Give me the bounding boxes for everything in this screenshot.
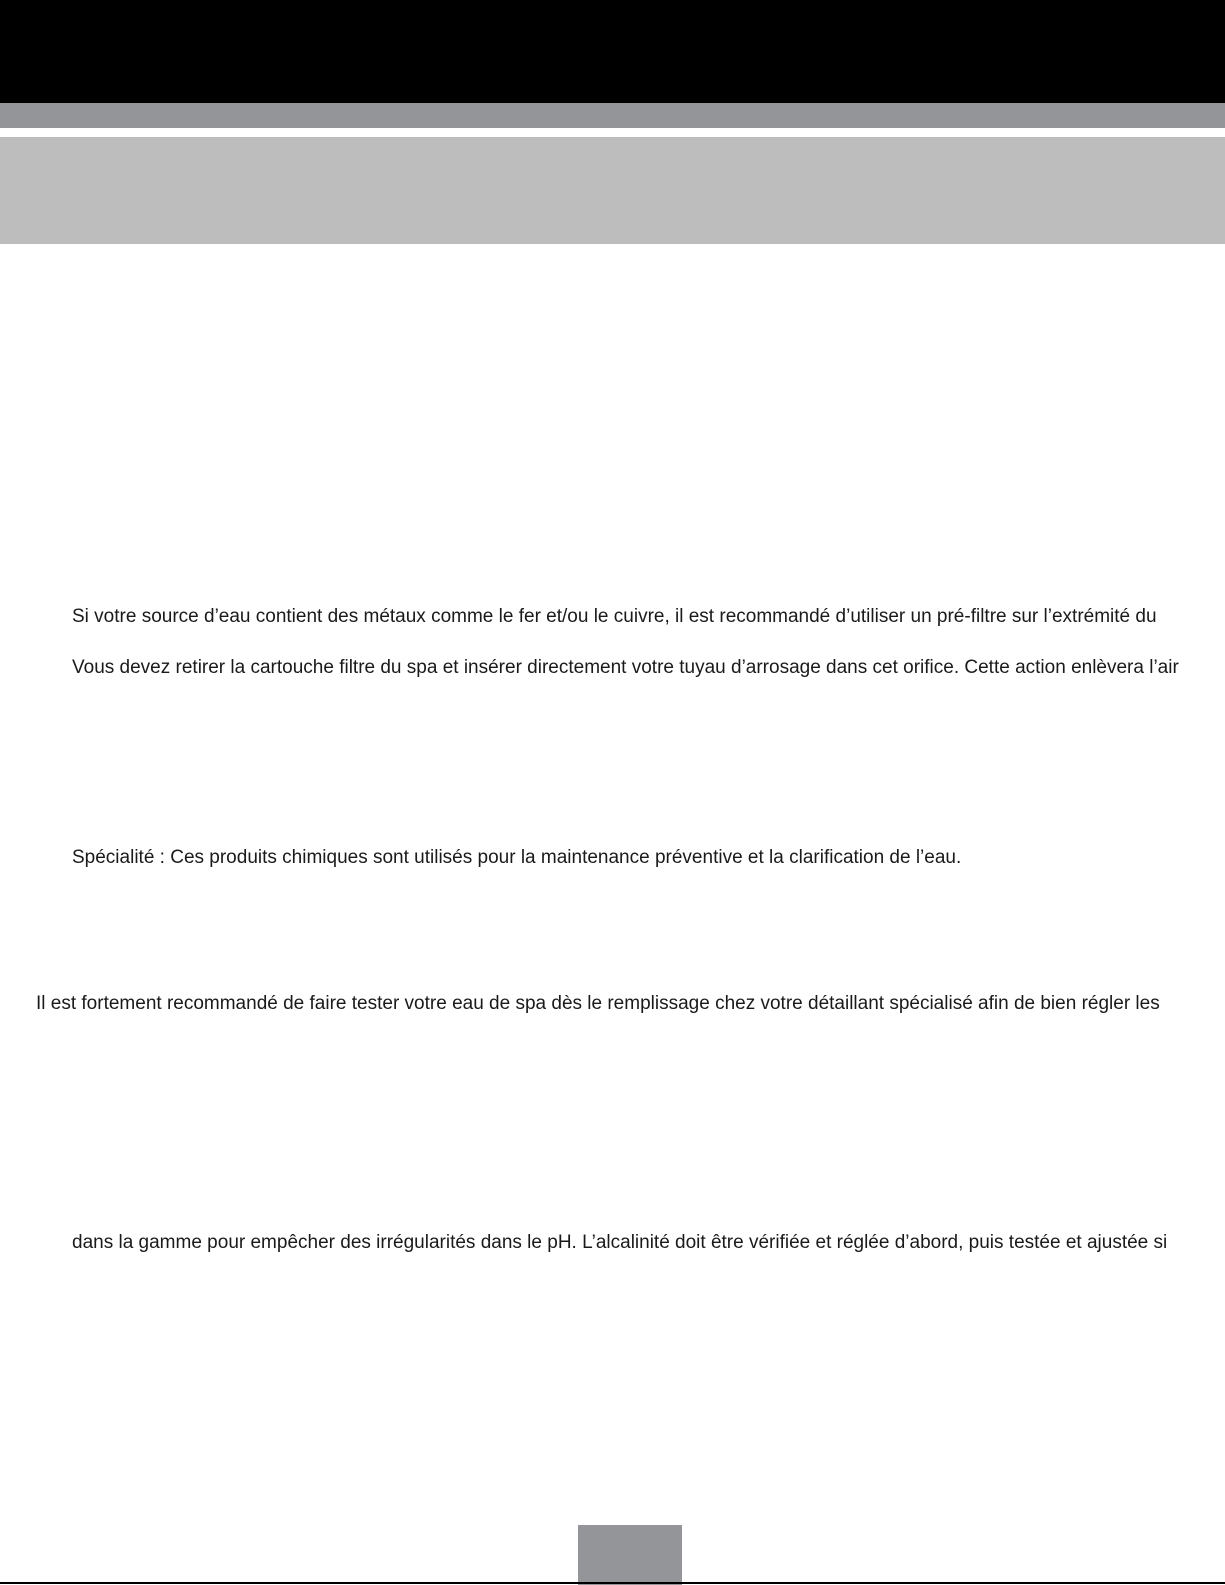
paragraph-line-cartridge: Vous devez retirer la cartouche filtre du spa et insérer directement votre tuyau d’arrosage dans cet orifice. Cette action enlèvera l’air xyxy=(72,657,1179,678)
paragraph-line-prefilter: Si votre source d’eau contient des métaux comme le fer et/ou le cuivre, il est recommandé d’utiliser un pré-filtre sur l’extrémité du xyxy=(72,606,1157,627)
paragraph-line-specialite: Spécialité : Ces produits chimiques sont utilisés pour la maintenance préventive et la clarification de l’eau. xyxy=(72,847,962,868)
header-gray-stripe xyxy=(0,103,1225,128)
paragraph-line-alkalinity: dans la gamme pour empêcher des irrégularités dans le pH. L’alcalinité doit être vérifiée et réglée d’abord, puis testée et ajustée si xyxy=(72,1232,1168,1253)
footer-rule xyxy=(0,1582,1225,1584)
paragraph-line-water-test: Il est fortement recommandé de faire tester votre eau de spa dès le remplissage chez votre détaillant spécialisé afin de bien régler les xyxy=(36,993,1160,1014)
page-number-tab xyxy=(578,1525,682,1585)
header-black-bar xyxy=(0,0,1225,103)
header-title-band xyxy=(0,137,1225,244)
